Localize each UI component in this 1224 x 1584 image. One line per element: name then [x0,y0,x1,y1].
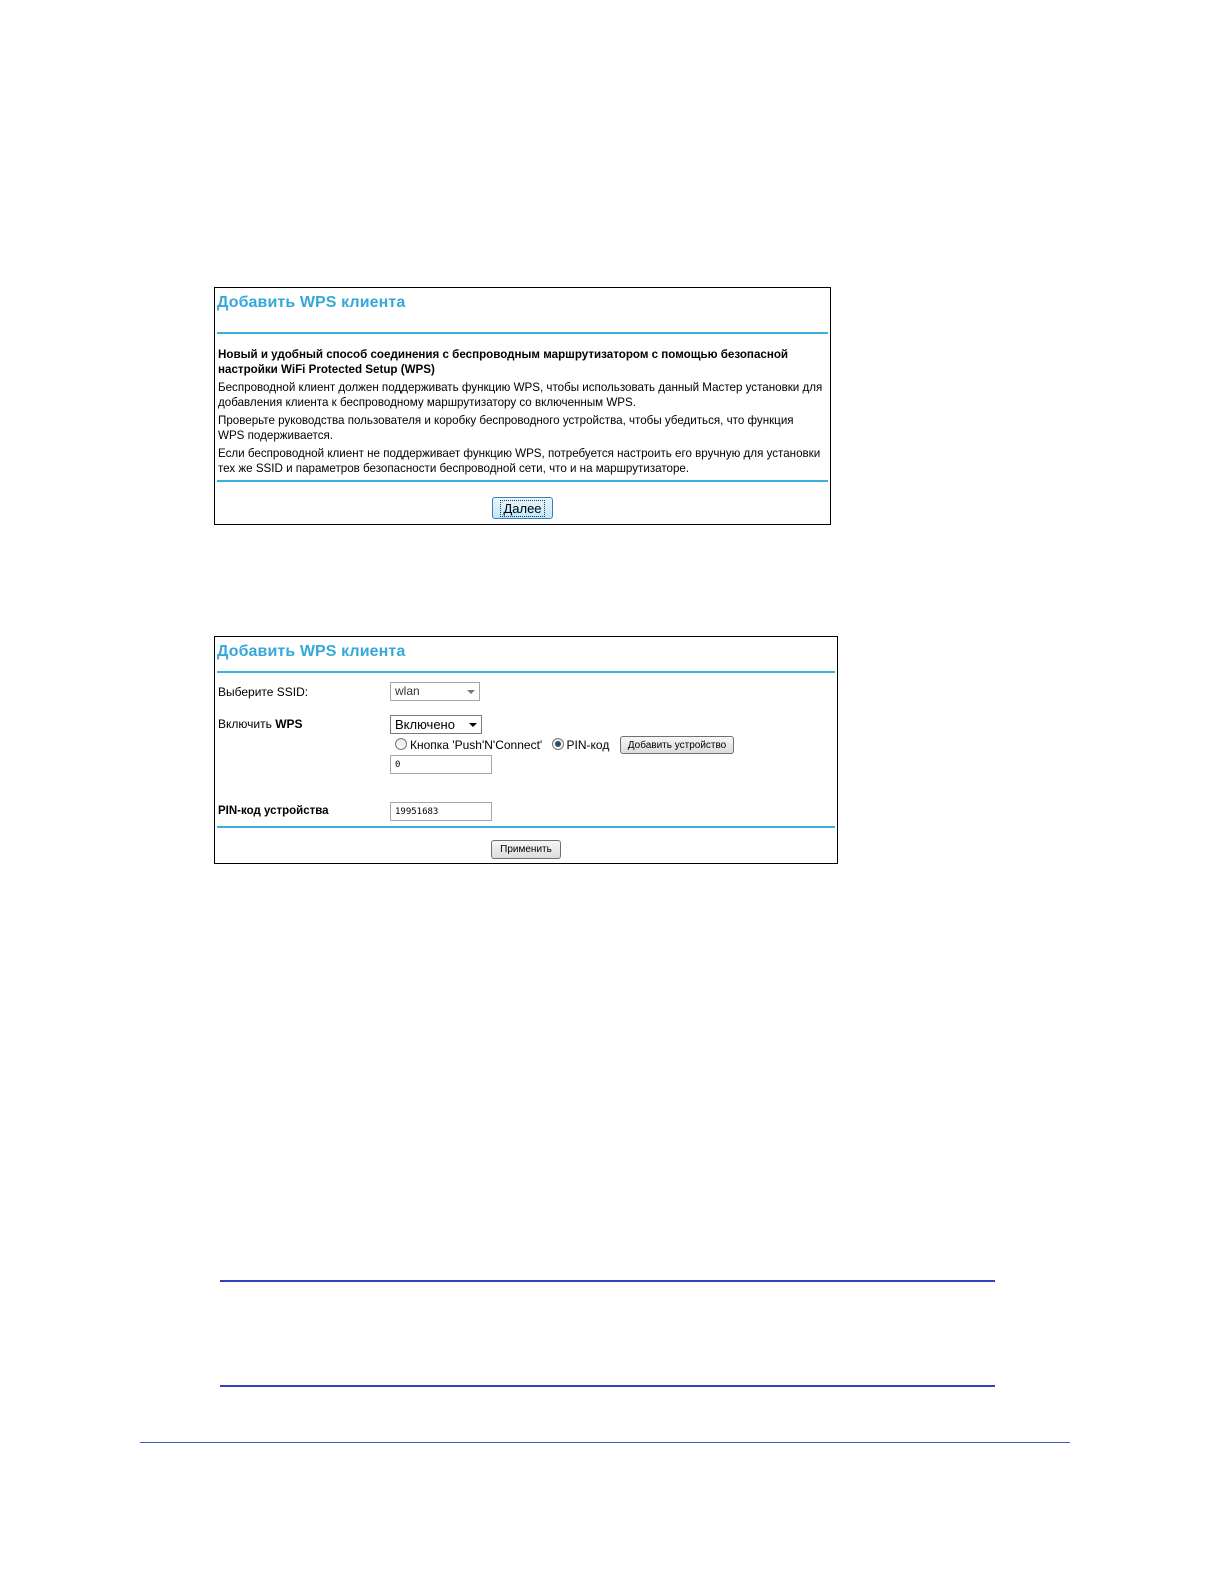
footer-divider [217,826,835,828]
intro-heading: Новый и удобный способ соединения с беспроводным маршрутизатором с помощью безопасной настройки WiFi Protected Setup (WPS) [218,348,789,376]
title-divider [217,332,828,334]
enable-wps-label-prefix: Включить [218,717,272,731]
enable-wps-select[interactable] [390,715,482,734]
wizard-intro [218,347,823,479]
next-button[interactable] [492,497,553,519]
pin-code-radio-label: PIN-код [566,738,610,752]
wizard-panel-title: Добавить WPS клиента [217,294,406,311]
note-bottom-rule [220,1385,995,1387]
page-footer-rule [140,1442,1070,1443]
ssid-select[interactable] [390,682,480,701]
pin-code-input[interactable] [390,755,492,774]
settings-panel-title: Добавить WPS клиента [217,643,406,660]
chevron-down-icon [469,723,477,727]
footer-divider [217,480,828,482]
push-connect-radio[interactable] [395,738,407,750]
wps-method-radio-group [395,738,615,752]
device-pin-label: PIN-код устройства [218,805,329,817]
device-pin-input[interactable] [390,802,492,821]
ssid-label: Выберите SSID: [218,685,309,699]
title-divider [217,671,835,673]
intro-paragraph-3: Если беспроводной клиент не поддерживает функцию WPS, потребуется настроить его вручную для установки тех же SSID и параметров безопасности беспроводной сети, что и на маршрутизаторе. [218,447,821,475]
ssid-select-value: wlan [395,684,420,698]
chevron-down-icon [467,690,475,694]
enable-wps-label [218,717,303,731]
intro-paragraph-1: Беспроводной клиент должен поддерживать функцию WPS, чтобы использовать данный Мастер установки для добавления клиента к беспроводному маршрутизатору со включенным WPS. [218,381,823,409]
add-device-button[interactable]: Добавить устройство [620,736,734,754]
wps-settings-panel [214,636,838,864]
enable-wps-select-value: Включено [395,717,455,732]
intro-paragraph-2: Проверьте руководства пользователя и коробку беспроводного устройства, чтобы убедиться, что функция WPS подерживается. [218,414,794,442]
wps-wizard-panel [214,287,831,525]
apply-button[interactable]: Применить [491,840,561,859]
enable-wps-label-bold: WPS [275,717,303,731]
pin-code-radio[interactable] [552,738,564,750]
push-connect-radio-label: Кнопка 'Push'N'Connect' [410,738,543,752]
note-top-rule [220,1280,995,1282]
next-button-label: Далее [500,500,544,517]
